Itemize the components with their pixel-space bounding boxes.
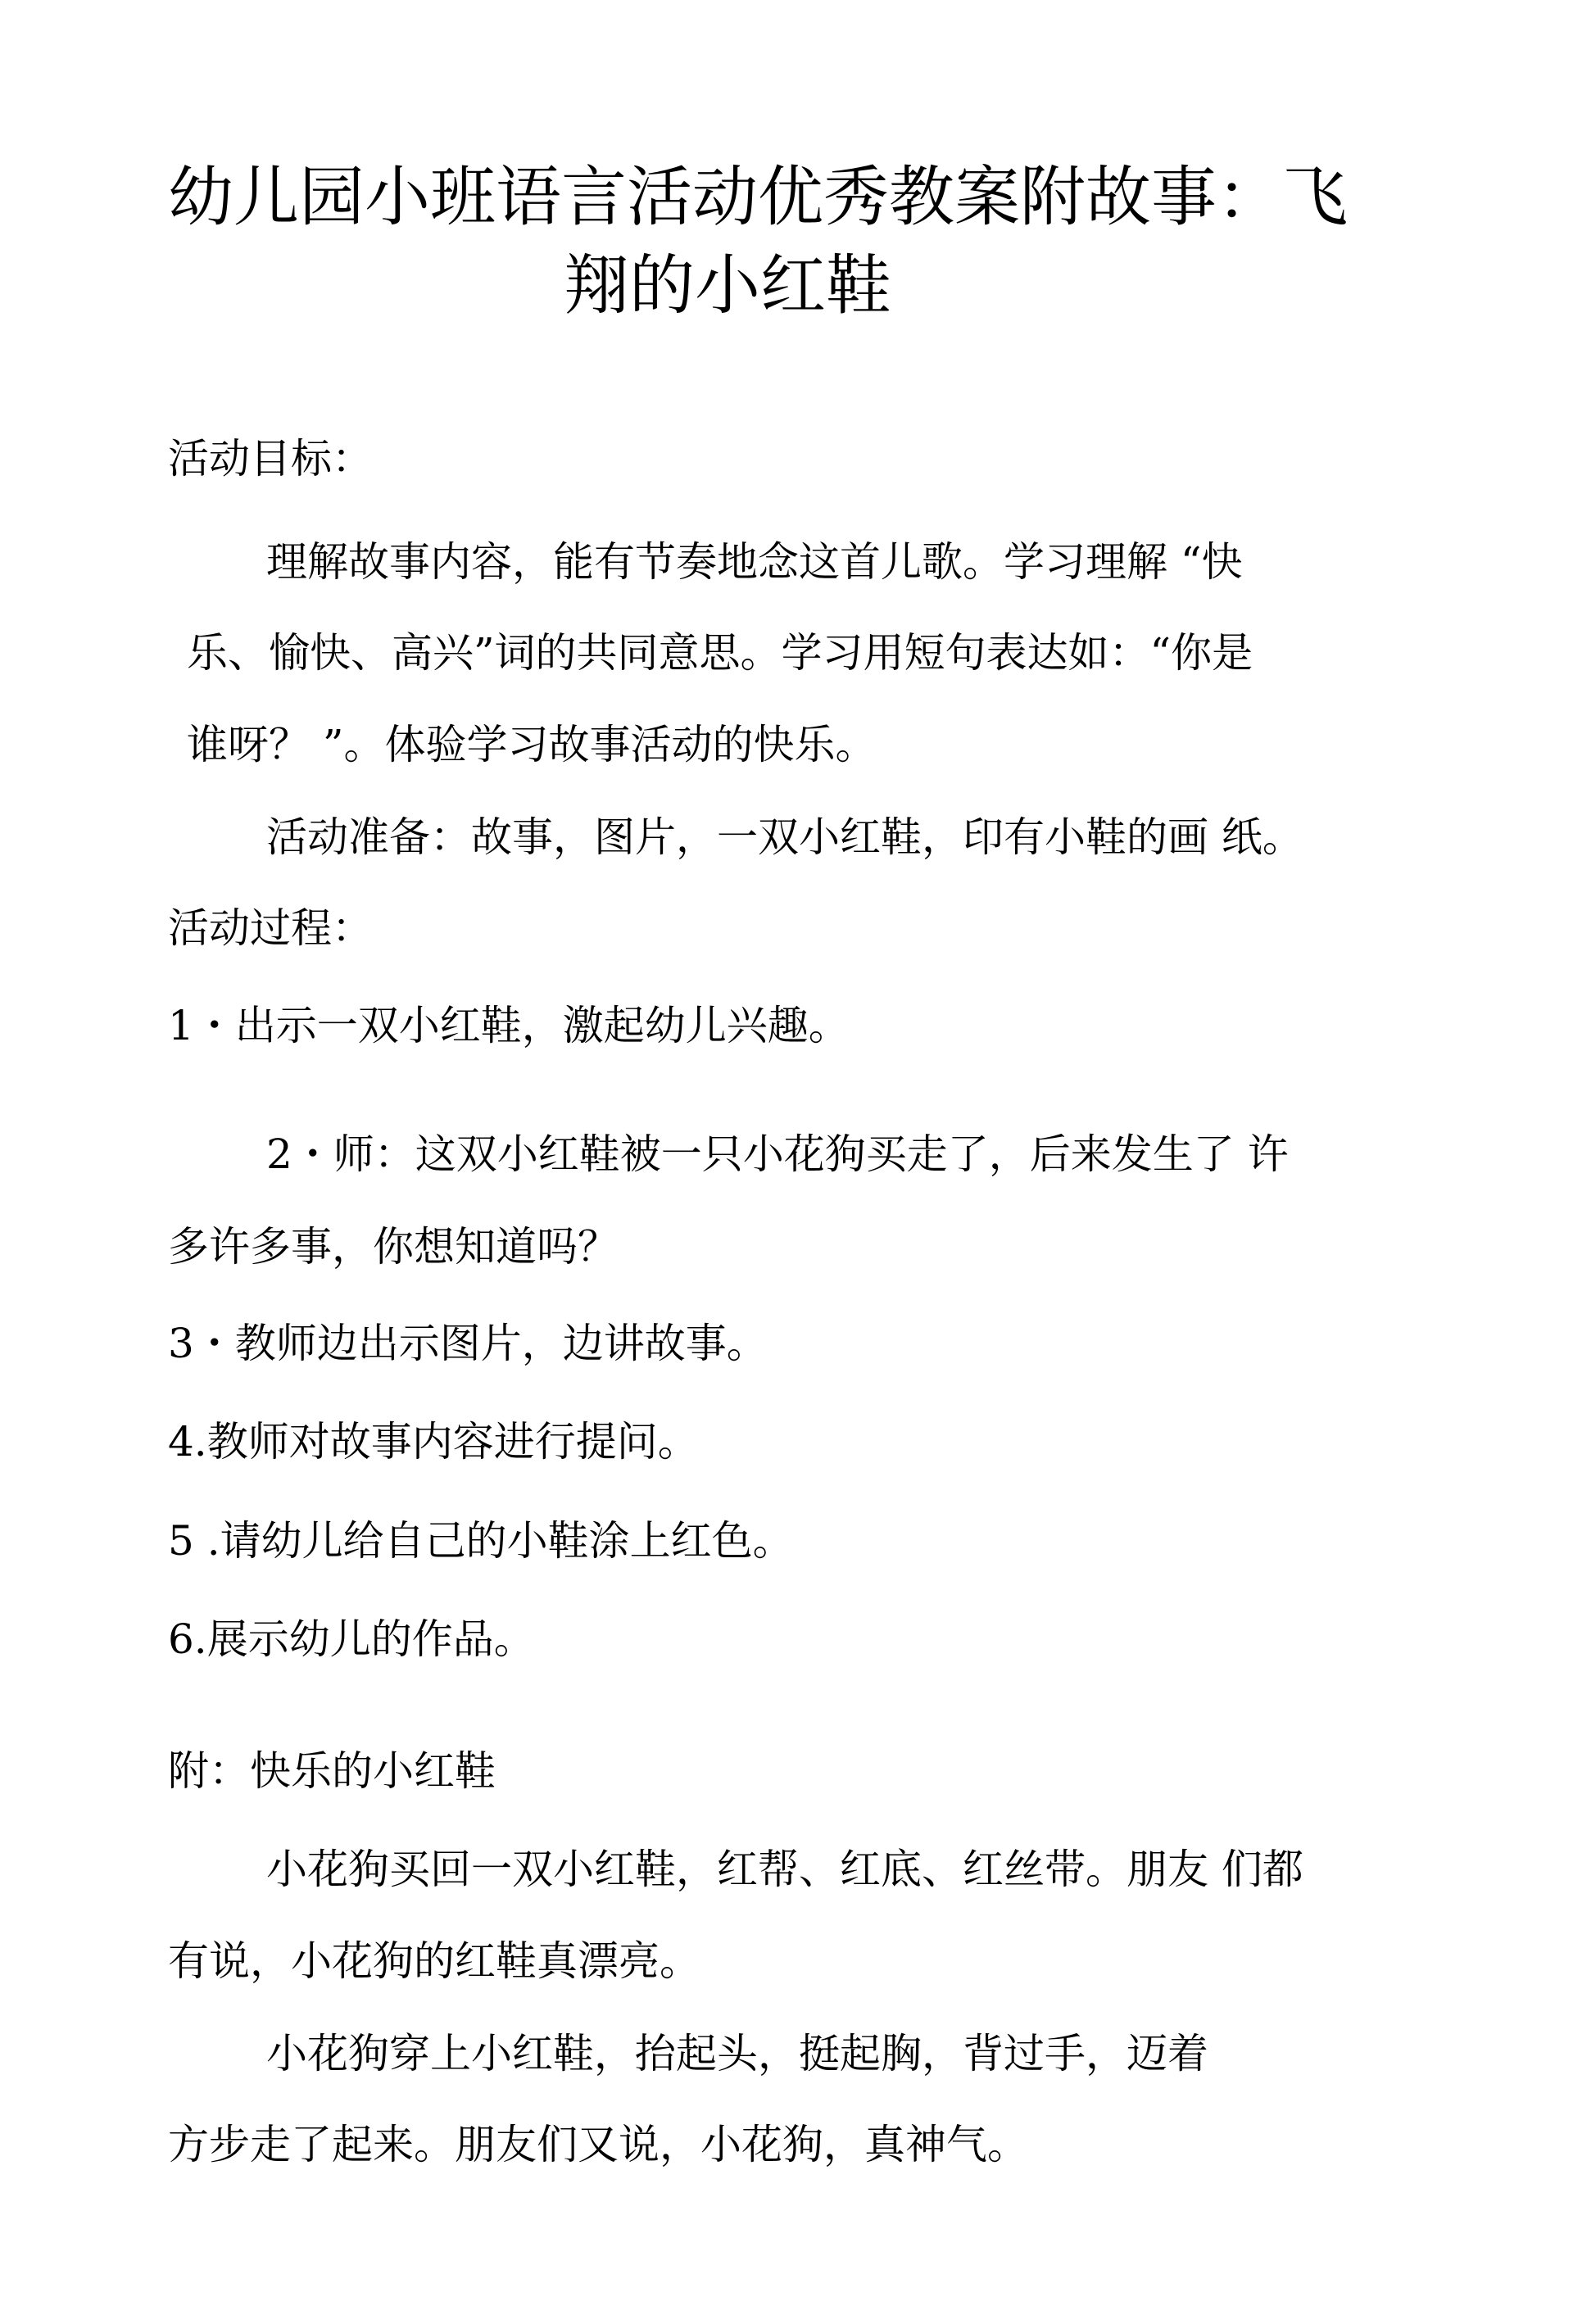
- paragraph-line: 乐、愉快、高兴”词的共同意思。学习用短句表达如：“你是: [187, 629, 1253, 677]
- paragraph-line: 理解故事内容，能有节奏地念这首儿歌。学习理解 “快: [266, 538, 1243, 586]
- list-item: 6.展示幼儿的作品。: [168, 1615, 535, 1663]
- list-item: 3・教师边出示图片，边讲故事。: [168, 1320, 768, 1367]
- paragraph-line: 谁呀？ ”。体验学习故事活动的快乐。: [187, 721, 877, 768]
- list-item: 1・出示一双小红鞋，激起幼儿兴趣。: [168, 1002, 850, 1049]
- paragraph-line: 小花狗买回一双小红鞋，红帮、红底、红丝带。朋友 们都: [266, 1846, 1303, 1893]
- section-heading-process: 活动过程：: [168, 904, 373, 952]
- list-item: 2・师：这双小红鞋被一只小花狗买走了，后来发生了 许: [266, 1130, 1289, 1178]
- list-item: 4.教师对故事内容进行提问。: [168, 1418, 699, 1466]
- document-title-line-2: 翔的小红鞋: [564, 247, 891, 324]
- paragraph-line: 有说，小花狗的红鞋真漂亮。: [168, 1937, 700, 1985]
- document-title-line-1: 幼儿园小班语言活动优秀教案附故事：飞: [168, 159, 1348, 235]
- list-item-continuation: 多许多事，你想知道吗？: [168, 1223, 619, 1271]
- section-heading-goals: 活动目标：: [168, 435, 373, 482]
- paragraph-line: 方步走了起来。朋友们又说，小花狗，真神气。: [168, 2121, 1028, 2168]
- paragraph-line: 活动准备：故事，图片，一双小红鞋，印有小鞋的画 纸。: [266, 813, 1303, 861]
- list-item: 5 .请幼儿给自己的小鞋涂上红色。: [168, 1517, 794, 1565]
- section-heading-story: 附：快乐的小红鞋: [168, 1747, 496, 1795]
- paragraph-line: 小花狗穿上小红鞋，抬起头，挺起胸，背过手，迈着: [266, 2030, 1208, 2077]
